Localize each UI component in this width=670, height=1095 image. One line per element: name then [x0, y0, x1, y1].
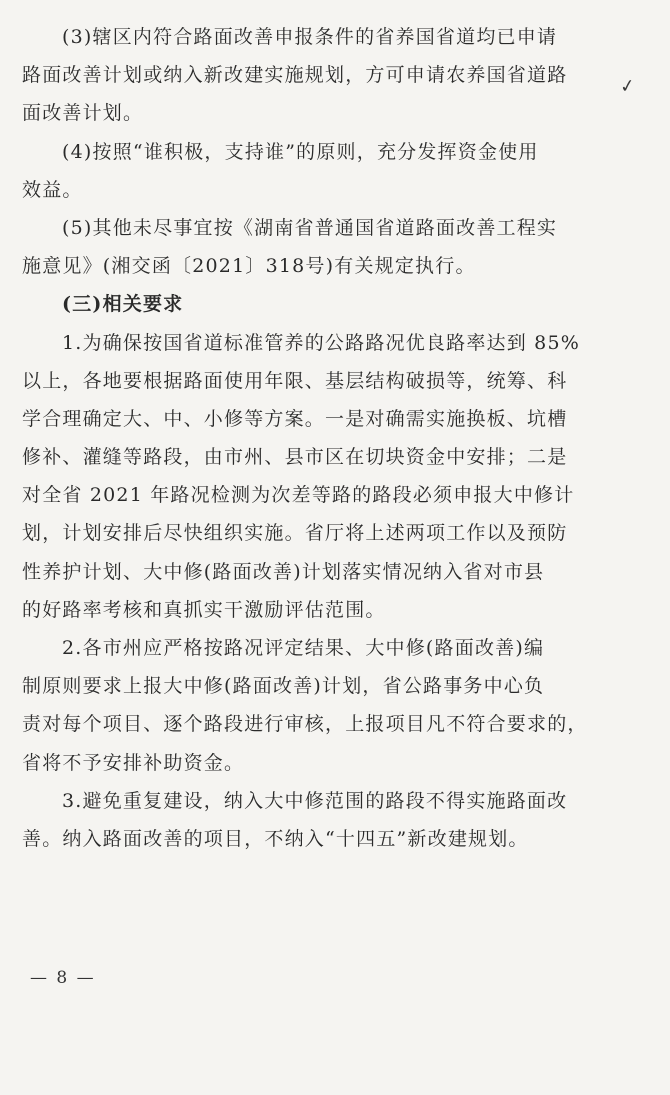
text-line: 修补、灌缝等路段，由市州、县市区在切块资金中安排；二是: [22, 446, 568, 469]
text-line: (3)辖区内符合路面改善申报条件的省养国省道均已申请: [62, 26, 558, 48]
text-line: 施意见》(湘交函〔2021〕318号)有关规定执行。: [22, 255, 476, 278]
text-line: 性养护计划、大中修(路面改善)计划落实情况纳入省对市县: [22, 560, 545, 583]
text-line: 2.各市州应严格按路况评定结果、大中修(路面改善)编: [62, 637, 545, 659]
text-line: 的好路率考核和真抓实干激励评估范围。: [22, 598, 386, 621]
text-line: 1.为确保按国省道标准管养的公路路况优良路率达到 85%: [62, 331, 580, 354]
text-line: (4)按照“谁积极，支持谁”的原则，充分发挥资金使用: [62, 140, 539, 163]
page-number: — 8 —: [30, 968, 96, 988]
handwritten-check-mark: ✓: [618, 75, 637, 98]
text-line: 面改善计划。: [22, 102, 144, 125]
body-text: [22, 24, 632, 864]
text-line: 3.避免重复建设，纳入大中修范围的路段不得实施路面改: [62, 789, 568, 812]
text-line: 划，计划安排后尽快组织实施。省厅将上述两项工作以及预防: [22, 522, 568, 545]
text-line: 责对每个项目、逐个路段进行审核，上报项目凡不符合要求的，: [22, 713, 588, 736]
text-line: 省将不予安排补助资金。: [22, 751, 245, 774]
text-line: 对全省 2021 年路况检测为次差等路的路段必须申报大中修计: [22, 484, 575, 507]
section-heading: (三)相关要求: [62, 293, 184, 316]
text-line: 学合理确定大、中、小修等方案。一是对确需实施换板、坑槽: [22, 407, 568, 430]
text-line: 善。纳入路面改善的项目，不纳入“十四五”新改建规划。: [22, 827, 529, 850]
text-line: 效益。: [22, 178, 83, 201]
text-line: 制原则要求上报大中修(路面改善)计划，省公路事务中心负: [22, 675, 545, 698]
text-line: (5)其他未尽事宜按《湖南省普通国省道路面改善工程实: [62, 216, 558, 239]
text-line: 以上，各地要根据路面使用年限、基层结构破损等，统筹、科: [22, 369, 568, 392]
text-line: 路面改善计划或纳入新改建实施规划，方可申请农养国省道路: [22, 64, 568, 87]
